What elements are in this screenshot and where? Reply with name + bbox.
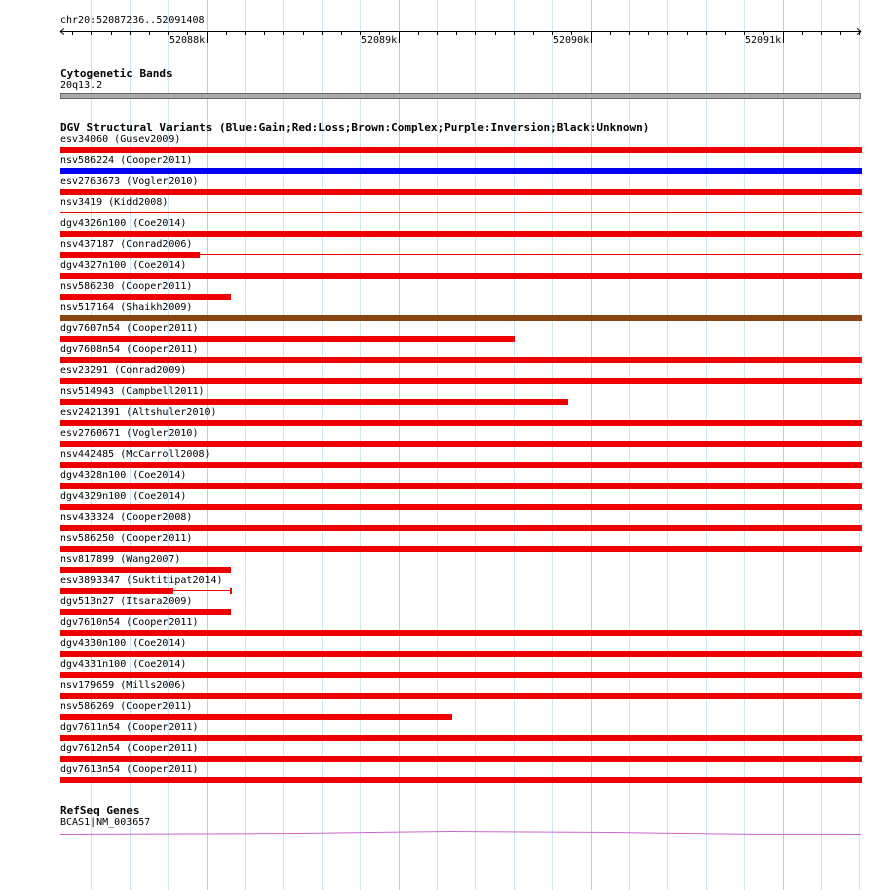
cytoband-bar[interactable] xyxy=(60,93,861,99)
ruler-tick-label: 52089k xyxy=(361,35,398,46)
variant-label[interactable]: esv2760671 (Vogler2010) xyxy=(60,428,199,439)
variant-bar[interactable] xyxy=(60,483,862,489)
gene-intron-segment xyxy=(300,832,450,834)
variant-bar[interactable] xyxy=(60,672,862,678)
variant-bar[interactable] xyxy=(60,378,862,384)
variant-label[interactable]: esv2421391 (Altshuler2010) xyxy=(60,407,217,418)
variant-label[interactable]: nsv586269 (Cooper2011) xyxy=(60,701,193,712)
variant-bar[interactable] xyxy=(60,212,862,213)
variant-label[interactable]: nsv817899 (Wang2007) xyxy=(60,554,181,565)
variant-label[interactable]: nsv586230 (Cooper2011) xyxy=(60,281,193,292)
variant-label[interactable]: esv2763673 (Vogler2010) xyxy=(60,176,199,187)
variant-bar[interactable] xyxy=(60,756,862,762)
region-label: chr20:52087236..52091408 xyxy=(60,15,205,26)
variant-bar[interactable] xyxy=(60,714,452,720)
variant-label[interactable]: dgv4331n100 (Coe2014) xyxy=(60,659,187,670)
variant-bar[interactable] xyxy=(60,588,173,594)
cytoband-label: 20q13.2 xyxy=(60,80,103,91)
variant-bar[interactable] xyxy=(60,420,862,426)
variant-label[interactable]: dgv7611n54 (Cooper2011) xyxy=(60,722,199,733)
variant-label[interactable]: nsv437187 (Conrad2006) xyxy=(60,239,193,250)
variant-label[interactable]: nsv586224 (Cooper2011) xyxy=(60,155,193,166)
variant-bar[interactable] xyxy=(60,357,862,363)
variant-label[interactable]: esv3893347 (Suktitipat2014) xyxy=(60,575,223,586)
variant-label[interactable]: dgv4328n100 (Coe2014) xyxy=(60,470,187,481)
variant-bar[interactable] xyxy=(60,735,862,741)
variant-label[interactable]: nsv179659 (Mills2006) xyxy=(60,680,187,691)
cytoband-track-title: Cytogenetic Bands xyxy=(60,67,173,80)
variant-label[interactable]: nsv514943 (Campbell2011) xyxy=(60,386,205,397)
variant-bar[interactable] xyxy=(60,273,862,279)
variant-label[interactable]: esv23291 (Conrad2009) xyxy=(60,365,187,376)
variant-label[interactable]: nsv433324 (Cooper2008) xyxy=(60,512,193,523)
variant-bar[interactable] xyxy=(60,315,862,321)
variant-label[interactable]: dgv4330n100 (Coe2014) xyxy=(60,638,187,649)
variant-bar-extension[interactable] xyxy=(173,590,231,591)
variant-label[interactable]: nsv3419 (Kidd2008) xyxy=(60,197,169,208)
ruler-tick-label: 52090k xyxy=(553,35,590,46)
variant-bar[interactable] xyxy=(60,777,862,783)
variant-bar[interactable] xyxy=(60,189,862,195)
variant-bar[interactable] xyxy=(60,567,231,573)
variant-label[interactable]: dgv7612n54 (Cooper2011) xyxy=(60,743,199,754)
variant-bar-extension[interactable] xyxy=(200,254,861,255)
variant-label[interactable]: dgv7613n54 (Cooper2011) xyxy=(60,764,199,775)
variant-bar[interactable] xyxy=(60,525,862,531)
variant-bar[interactable] xyxy=(60,336,515,342)
variant-bar[interactable] xyxy=(60,609,231,615)
variant-bar[interactable] xyxy=(60,294,231,300)
variant-label[interactable]: dgv7607n54 (Cooper2011) xyxy=(60,323,199,334)
variant-bar[interactable] xyxy=(60,252,200,258)
variant-label[interactable]: dgv4326n100 (Coe2014) xyxy=(60,218,187,229)
variant-bar[interactable] xyxy=(60,462,862,468)
variant-bar[interactable] xyxy=(60,504,862,510)
variant-label[interactable]: nsv442485 (McCarroll2008) xyxy=(60,449,211,460)
variant-bar[interactable] xyxy=(60,546,862,552)
variant-bar-endcap xyxy=(230,588,232,594)
variant-bar[interactable] xyxy=(60,399,568,405)
dgv-track-title: DGV Structural Variants (Blue:Gain;Red:Loss;Brown:Complex;Purple:Inversion;Black:Unknown) xyxy=(60,121,650,134)
variant-bar[interactable] xyxy=(60,630,862,636)
gene-intron-segment xyxy=(60,834,300,835)
ruler-tick-label: 52088k xyxy=(169,35,206,46)
variant-label[interactable]: esv34060 (Gusev2009) xyxy=(60,134,181,145)
variant-bar[interactable] xyxy=(60,231,862,237)
variant-label[interactable]: dgv7608n54 (Cooper2011) xyxy=(60,344,199,355)
variant-bar[interactable] xyxy=(60,441,862,447)
variant-bar[interactable] xyxy=(60,651,862,657)
variant-bar[interactable] xyxy=(60,693,862,699)
gene-intron-segment xyxy=(450,832,610,833)
variant-label[interactable]: nsv586250 (Cooper2011) xyxy=(60,533,193,544)
variant-bar[interactable] xyxy=(60,168,862,174)
gene-label: BCAS1|NM_003657 xyxy=(60,817,151,828)
variant-label[interactable]: dgv4327n100 (Coe2014) xyxy=(60,260,187,271)
refseq-track-title: RefSeq Genes xyxy=(60,804,140,817)
gene-model-bcas1[interactable] xyxy=(0,826,890,838)
gene-intron-segment xyxy=(610,833,760,835)
variant-label[interactable]: dgv4329n100 (Coe2014) xyxy=(60,491,187,502)
ruler-tick-label: 52091k xyxy=(745,35,782,46)
variant-label[interactable]: dgv7610n54 (Cooper2011) xyxy=(60,617,199,628)
variant-label[interactable]: nsv517164 (Shaikh2009) xyxy=(60,302,193,313)
variant-label[interactable]: dgv513n27 (Itsara2009) xyxy=(60,596,193,607)
variant-bar[interactable] xyxy=(60,147,862,153)
